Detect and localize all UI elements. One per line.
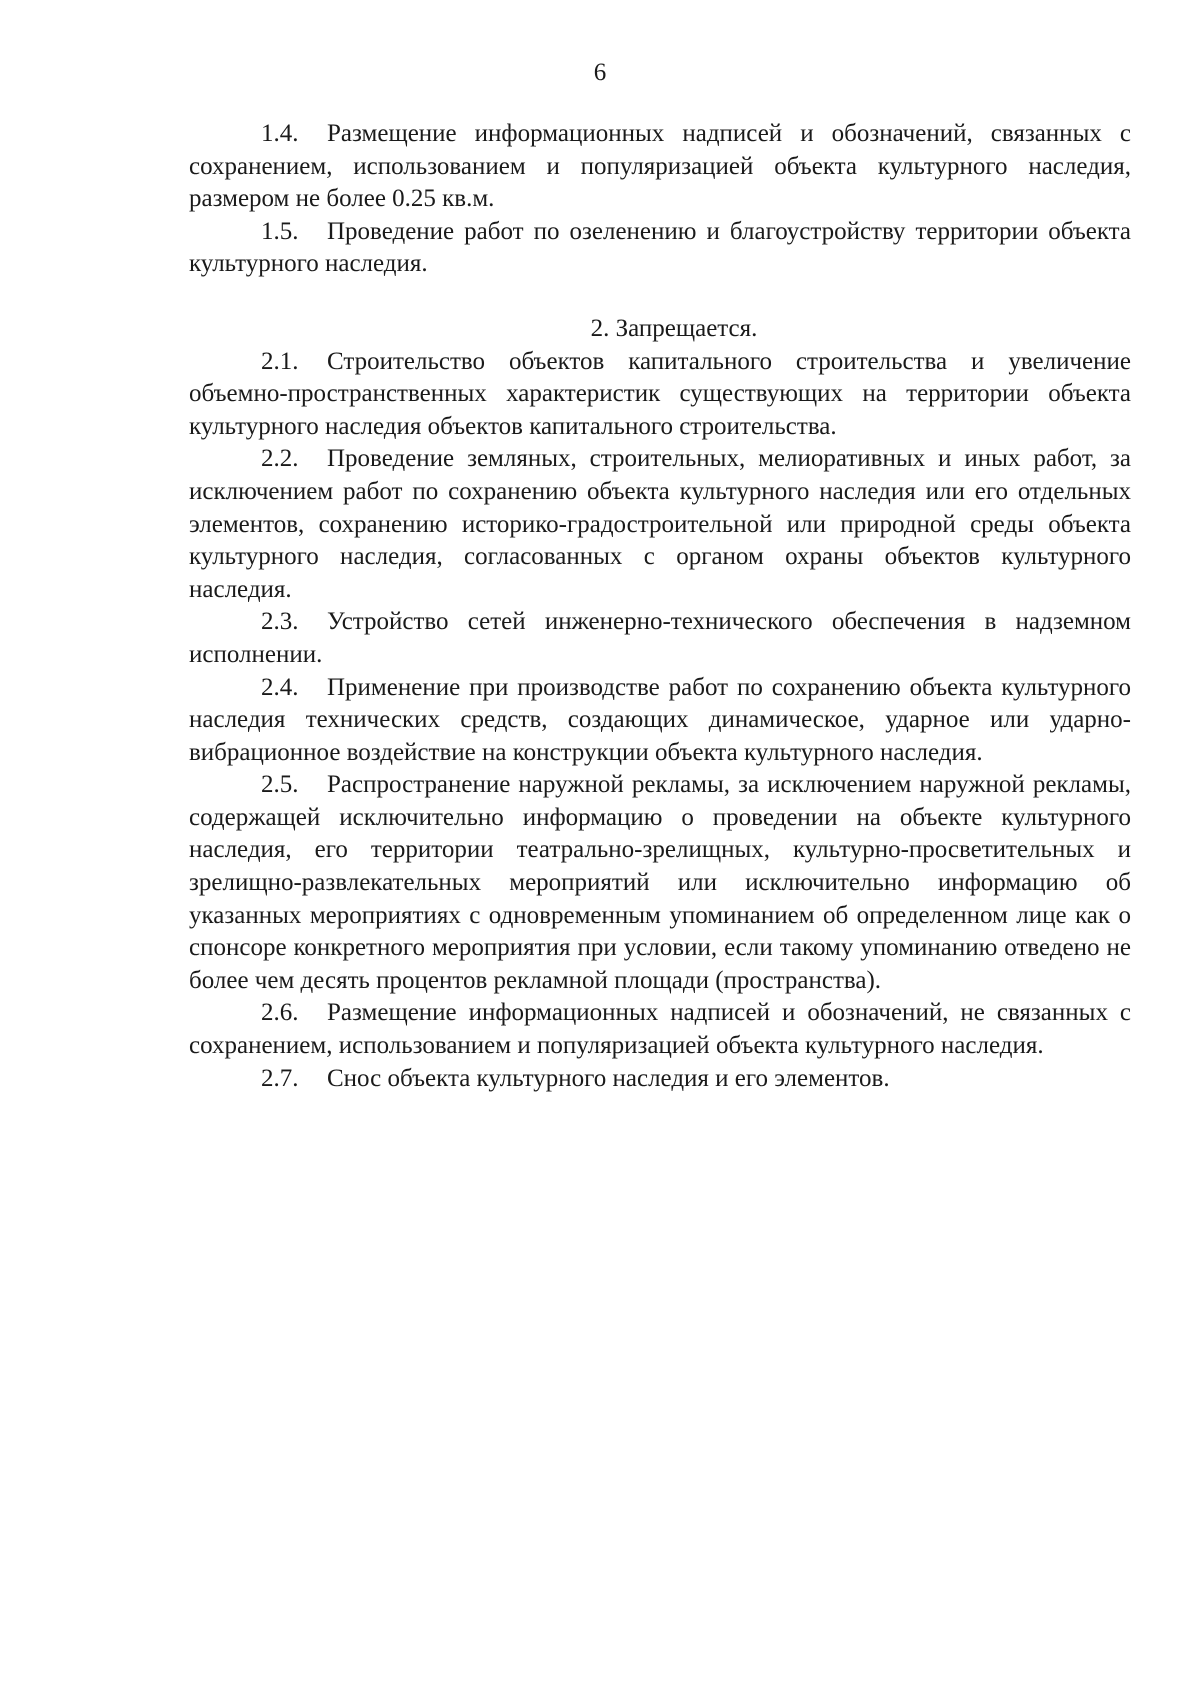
item-text: Распространение наружной рекламы, за исключением наружной рекламы, содержащей исключительно информацию о проведении на объекте культурного наследия, его территории театрально-зрелищных, культурно-просветительных и зрелищно-развлекательных мероприятий или исключительно информацию об указанных мероприятиях с одновременным упоминанием об определенном лице как о спонсоре конкретного мероприятия при условии, если такому упоминанию отведено не более чем десять процентов рекламной площади (пространства). [189, 771, 1131, 994]
paragraph-2-4 [189, 672, 1131, 770]
paragraph-2-7 [189, 1063, 1131, 1096]
item-number: 2.4. [261, 673, 299, 701]
page-number: 6 [593, 59, 607, 86]
item-text: Строительство объектов капитального строительства и увеличение объемно-пространственных характеристик существующих на территории объекта культурного наследия объектов капитального строительства. [189, 347, 1131, 440]
item-number: 2.1. [261, 347, 299, 375]
item-number: 2.6. [261, 999, 299, 1027]
paragraph-2-3 [189, 606, 1131, 671]
item-number: 2.3. [261, 608, 299, 636]
item-text: Применение при производстве работ по сохранению объекта культурного наследия технических средств, создающих динамическое, ударное или ударно-вибрационное воздействие на конструкции объекта культурного наследия. [189, 673, 1131, 766]
item-text: Устройство сетей инженерно-технического обеспечения в надземном исполнении. [189, 608, 1131, 668]
item-text: Проведение земляных, строительных, мелиоративных и иных работ, за исключением работ по сохранению объекта культурного наследия или его отдельных элементов, сохранению историко-градостроительной или природной среды объекта культурного наследия, согласованных с органом охраны объектов культурного наследия. [189, 445, 1131, 603]
paragraph-2-2 [189, 443, 1131, 606]
item-text: Снос объекта культурного наследия и его элементов. [327, 1064, 890, 1092]
item-text: Размещение информационных надписей и обозначений, связанных с сохранением, использованием и популяризацией объекта культурного наследия, размером не более 0.25 кв.м. [189, 120, 1131, 213]
paragraph-2-6 [189, 997, 1131, 1062]
item-number: 1.4. [261, 120, 299, 147]
item-number: 2.2. [261, 445, 299, 473]
item-number: 2.7. [261, 1064, 299, 1092]
item-number: 1.5. [261, 217, 299, 245]
document-body [189, 118, 1131, 1095]
item-text: Проведение работ по озеленению и благоустройству территории объекта культурного наследия. [189, 217, 1131, 278]
section-heading: 2. Запрещается. [590, 314, 758, 342]
paragraph-2-5 [189, 769, 1131, 997]
item-number: 2.5. [261, 771, 299, 799]
paragraph-2-1 [189, 346, 1131, 444]
item-text: Размещение информационных надписей и обозначений, не связанных с сохранением, использованием и популяризацией объекта культурного наследия. [189, 999, 1131, 1060]
paragraph-1-5 [189, 216, 1131, 281]
paragraph-1-4 [189, 118, 1131, 216]
